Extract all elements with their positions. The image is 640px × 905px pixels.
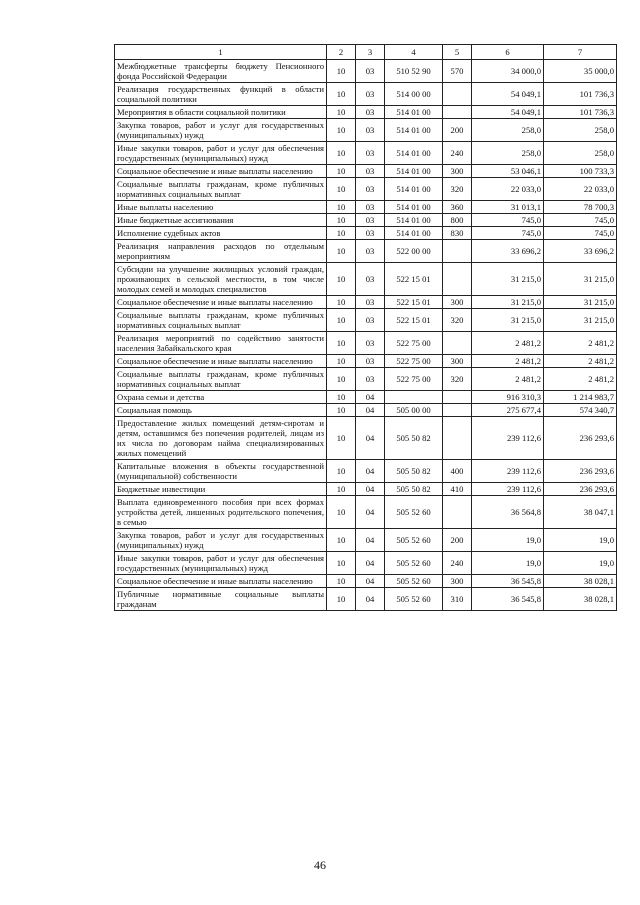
section-code: 10 — [327, 332, 356, 355]
row-name: Реализация мероприятий по содействию занятости населения Забайкальского края — [115, 332, 327, 355]
expense-type-code — [443, 496, 472, 529]
amount-col-7: 35 000,0 — [544, 60, 617, 83]
amount-col-7: 745,0 — [544, 214, 617, 227]
expense-type-code: 400 — [443, 460, 472, 483]
table-row — [115, 60, 617, 83]
expense-type-code — [443, 332, 472, 355]
expense-type-code — [443, 263, 472, 296]
expense-type-code — [443, 106, 472, 119]
target-article-code: 505 52 60 — [385, 529, 443, 552]
amount-col-6: 2 481,2 — [472, 355, 544, 368]
expense-type-code: 240 — [443, 142, 472, 165]
expense-type-code: 300 — [443, 355, 472, 368]
subsection-code: 03 — [356, 178, 385, 201]
target-article-code: 505 52 60 — [385, 575, 443, 588]
subsection-code: 04 — [356, 391, 385, 404]
header-cell: 2 — [327, 45, 356, 60]
row-name: Иные закупки товаров, работ и услуг для обеспечения государственных (муниципальных) нужд — [115, 552, 327, 575]
amount-col-7: 2 481,2 — [544, 368, 617, 391]
section-code: 10 — [327, 404, 356, 417]
table-row — [115, 201, 617, 214]
amount-col-6: 239 112,6 — [472, 460, 544, 483]
target-article-code: 514 01 00 — [385, 142, 443, 165]
amount-col-7: 38 047,1 — [544, 496, 617, 529]
target-article-code: 514 01 00 — [385, 201, 443, 214]
subsection-code: 04 — [356, 404, 385, 417]
subsection-code: 03 — [356, 119, 385, 142]
expense-type-code — [443, 404, 472, 417]
amount-col-6: 54 049,1 — [472, 83, 544, 106]
section-code: 10 — [327, 391, 356, 404]
table-row — [115, 588, 617, 611]
header-cell: 7 — [544, 45, 617, 60]
amount-col-7: 38 028,1 — [544, 575, 617, 588]
row-name: Мероприятия в области социальной политики — [115, 106, 327, 119]
amount-col-6: 275 677,4 — [472, 404, 544, 417]
amount-col-7: 236 293,6 — [544, 417, 617, 460]
target-article-code: 505 52 60 — [385, 496, 443, 529]
amount-col-6: 239 112,6 — [472, 483, 544, 496]
target-article-code: 522 75 00 — [385, 332, 443, 355]
subsection-code: 04 — [356, 588, 385, 611]
table-row — [115, 296, 617, 309]
target-article-code — [385, 391, 443, 404]
subsection-code: 03 — [356, 240, 385, 263]
row-name: Социальное обеспечение и иные выплаты населению — [115, 575, 327, 588]
amount-col-6: 31 215,0 — [472, 263, 544, 296]
section-code: 10 — [327, 309, 356, 332]
section-code: 10 — [327, 417, 356, 460]
table-row — [115, 309, 617, 332]
amount-col-7: 22 033,0 — [544, 178, 617, 201]
row-name: Исполнение судебных актов — [115, 227, 327, 240]
amount-col-7: 258,0 — [544, 142, 617, 165]
amount-col-6: 2 481,2 — [472, 332, 544, 355]
row-name: Капитальные вложения в объекты государственной (муниципальной) собственности — [115, 460, 327, 483]
page-number: 46 — [314, 858, 326, 872]
target-article-code: 514 00 00 — [385, 83, 443, 106]
table-row — [115, 263, 617, 296]
section-code: 10 — [327, 368, 356, 391]
amount-col-6: 19,0 — [472, 552, 544, 575]
subsection-code: 03 — [356, 106, 385, 119]
amount-col-7: 31 215,0 — [544, 309, 617, 332]
row-name: Социальные выплаты гражданам, кроме публичных нормативных социальных выплат — [115, 368, 327, 391]
amount-col-6: 258,0 — [472, 119, 544, 142]
subsection-code: 03 — [356, 60, 385, 83]
table-row — [115, 119, 617, 142]
expense-type-code: 300 — [443, 575, 472, 588]
subsection-code: 03 — [356, 214, 385, 227]
table-row — [115, 496, 617, 529]
amount-col-7: 2 481,2 — [544, 332, 617, 355]
section-code: 10 — [327, 60, 356, 83]
section-code: 10 — [327, 214, 356, 227]
row-name: Социальная помощь — [115, 404, 327, 417]
subsection-code: 03 — [356, 368, 385, 391]
table-row — [115, 404, 617, 417]
amount-col-6: 34 000,0 — [472, 60, 544, 83]
table-row — [115, 214, 617, 227]
target-article-code: 522 75 00 — [385, 368, 443, 391]
amount-col-6: 31 215,0 — [472, 296, 544, 309]
expense-type-code: 830 — [443, 227, 472, 240]
amount-col-7: 236 293,6 — [544, 460, 617, 483]
section-code: 10 — [327, 460, 356, 483]
section-code: 10 — [327, 201, 356, 214]
target-article-code: 514 01 00 — [385, 165, 443, 178]
amount-col-7: 236 293,6 — [544, 483, 617, 496]
amount-col-6: 36 545,8 — [472, 575, 544, 588]
expense-type-code: 320 — [443, 309, 472, 332]
amount-col-6: 239 112,6 — [472, 417, 544, 460]
amount-col-6: 33 696,2 — [472, 240, 544, 263]
section-code: 10 — [327, 296, 356, 309]
table-row — [115, 355, 617, 368]
header-cell: 5 — [443, 45, 472, 60]
subsection-code: 04 — [356, 529, 385, 552]
subsection-code: 03 — [356, 165, 385, 178]
subsection-code: 04 — [356, 417, 385, 460]
row-name: Бюджетные инвестиции — [115, 483, 327, 496]
amount-col-7: 258,0 — [544, 119, 617, 142]
section-code: 10 — [327, 496, 356, 529]
subsection-code: 04 — [356, 483, 385, 496]
amount-col-7: 101 736,3 — [544, 106, 617, 119]
subsection-code: 03 — [356, 201, 385, 214]
row-name: Социальное обеспечение и иные выплаты населению — [115, 355, 327, 368]
amount-col-7: 574 340,7 — [544, 404, 617, 417]
amount-col-6: 19,0 — [472, 529, 544, 552]
amount-col-7: 33 696,2 — [544, 240, 617, 263]
header-cell: 1 — [115, 45, 327, 60]
amount-col-7: 19,0 — [544, 552, 617, 575]
header-cell: 4 — [385, 45, 443, 60]
amount-col-7: 745,0 — [544, 227, 617, 240]
table-row — [115, 368, 617, 391]
amount-col-6: 36 564,8 — [472, 496, 544, 529]
expense-type-code: 200 — [443, 119, 472, 142]
section-code: 10 — [327, 178, 356, 201]
amount-col-7: 2 481,2 — [544, 355, 617, 368]
target-article-code: 514 01 00 — [385, 214, 443, 227]
expense-type-code: 320 — [443, 368, 472, 391]
expense-type-code: 410 — [443, 483, 472, 496]
row-name: Социальные выплаты гражданам, кроме публичных нормативных социальных выплат — [115, 178, 327, 201]
target-article-code: 514 01 00 — [385, 178, 443, 201]
subsection-code: 04 — [356, 575, 385, 588]
row-name: Закупка товаров, работ и услуг для государственных (муниципальных) нужд — [115, 529, 327, 552]
section-code: 10 — [327, 529, 356, 552]
subsection-code: 03 — [356, 83, 385, 106]
table-row — [115, 552, 617, 575]
section-code: 10 — [327, 552, 356, 575]
table-row — [115, 483, 617, 496]
amount-col-6: 916 310,3 — [472, 391, 544, 404]
amount-col-7: 31 215,0 — [544, 263, 617, 296]
table-row — [115, 460, 617, 483]
row-name: Охрана семьи и детства — [115, 391, 327, 404]
row-name: Иные бюджетные ассигнования — [115, 214, 327, 227]
subsection-code: 03 — [356, 296, 385, 309]
row-name: Публичные нормативные социальные выплаты гражданам — [115, 588, 327, 611]
amount-col-6: 258,0 — [472, 142, 544, 165]
expense-type-code — [443, 83, 472, 106]
target-article-code: 522 15 01 — [385, 263, 443, 296]
subsection-code: 04 — [356, 552, 385, 575]
table-row — [115, 165, 617, 178]
row-name: Социальные выплаты гражданам, кроме публичных нормативных социальных выплат — [115, 309, 327, 332]
row-name: Выплата единовременного пособия при всех формах устройства детей, лишенных родительского попечения, в семью — [115, 496, 327, 529]
expense-type-code: 800 — [443, 214, 472, 227]
amount-col-6: 36 545,8 — [472, 588, 544, 611]
section-code: 10 — [327, 142, 356, 165]
section-code: 10 — [327, 355, 356, 368]
section-code: 10 — [327, 483, 356, 496]
subsection-code: 03 — [356, 142, 385, 165]
budget-table — [114, 44, 617, 611]
row-name: Реализация государственных функций в области социальной политики — [115, 83, 327, 106]
expense-type-code: 200 — [443, 529, 472, 552]
subsection-code: 03 — [356, 263, 385, 296]
section-code: 10 — [327, 575, 356, 588]
target-article-code: 514 01 00 — [385, 106, 443, 119]
amount-col-6: 53 046,1 — [472, 165, 544, 178]
amount-col-7: 31 215,0 — [544, 296, 617, 309]
table-row — [115, 83, 617, 106]
expense-type-code: 570 — [443, 60, 472, 83]
subsection-code: 03 — [356, 332, 385, 355]
table-row — [115, 227, 617, 240]
section-code: 10 — [327, 83, 356, 106]
expense-type-code: 300 — [443, 165, 472, 178]
target-article-code: 522 75 00 — [385, 355, 443, 368]
amount-col-7: 100 733,3 — [544, 165, 617, 178]
target-article-code: 505 50 82 — [385, 483, 443, 496]
expense-type-code: 300 — [443, 296, 472, 309]
row-name: Предоставление жилых помещений детям-сиротам и детям, оставшимся без попечения родителей, лицам из их числа по договорам найма специализированных жилых помещений — [115, 417, 327, 460]
expense-type-code — [443, 417, 472, 460]
subsection-code: 03 — [356, 227, 385, 240]
row-name: Иные закупки товаров, работ и услуг для обеспечения государственных (муниципальных) нужд — [115, 142, 327, 165]
target-article-code: 514 01 00 — [385, 227, 443, 240]
table-row — [115, 575, 617, 588]
table-row — [115, 240, 617, 263]
expense-type-code — [443, 240, 472, 263]
expense-type-code: 360 — [443, 201, 472, 214]
table-row — [115, 142, 617, 165]
header-cell: 3 — [356, 45, 385, 60]
target-article-code: 522 00 00 — [385, 240, 443, 263]
section-code: 10 — [327, 588, 356, 611]
target-article-code: 514 01 00 — [385, 119, 443, 142]
target-article-code: 505 50 82 — [385, 417, 443, 460]
subsection-code: 04 — [356, 460, 385, 483]
target-article-code: 522 15 01 — [385, 309, 443, 332]
amount-col-6: 22 033,0 — [472, 178, 544, 201]
header-cell: 6 — [472, 45, 544, 60]
amount-col-6: 745,0 — [472, 214, 544, 227]
table-body — [115, 45, 617, 611]
subsection-code: 03 — [356, 309, 385, 332]
amount-col-7: 38 028,1 — [544, 588, 617, 611]
expense-type-code: 240 — [443, 552, 472, 575]
row-name: Социальное обеспечение и иные выплаты населению — [115, 296, 327, 309]
target-article-code: 505 00 00 — [385, 404, 443, 417]
table-row — [115, 332, 617, 355]
row-name: Социальное обеспечение и иные выплаты населению — [115, 165, 327, 178]
table-row — [115, 529, 617, 552]
expense-type-code: 320 — [443, 178, 472, 201]
amount-col-6: 31 215,0 — [472, 309, 544, 332]
row-name: Межбюджетные трансферты бюджету Пенсионного фонда Российской Федерации — [115, 60, 327, 83]
target-article-code: 522 15 01 — [385, 296, 443, 309]
table-header-row — [115, 45, 617, 60]
amount-col-6: 54 049,1 — [472, 106, 544, 119]
table-row — [115, 178, 617, 201]
amount-col-7: 1 214 983,7 — [544, 391, 617, 404]
table-row — [115, 417, 617, 460]
target-article-code: 505 50 82 — [385, 460, 443, 483]
section-code: 10 — [327, 240, 356, 263]
target-article-code: 505 52 60 — [385, 552, 443, 575]
amount-col-6: 2 481,2 — [472, 368, 544, 391]
amount-col-6: 31 013,1 — [472, 201, 544, 214]
subsection-code: 04 — [356, 496, 385, 529]
target-article-code: 505 52 60 — [385, 588, 443, 611]
section-code: 10 — [327, 165, 356, 178]
row-name: Реализация направления расходов по отдельным мероприятиям — [115, 240, 327, 263]
section-code: 10 — [327, 106, 356, 119]
section-code: 10 — [327, 263, 356, 296]
row-name: Субсидии на улучшение жилищных условий граждан, проживающих в сельской местности, в том числе молодых семей и молодых специалистов — [115, 263, 327, 296]
amount-col-7: 101 736,3 — [544, 83, 617, 106]
subsection-code: 03 — [356, 355, 385, 368]
table-row — [115, 106, 617, 119]
expense-type-code: 310 — [443, 588, 472, 611]
amount-col-7: 19,0 — [544, 529, 617, 552]
section-code: 10 — [327, 119, 356, 142]
table-row — [115, 391, 617, 404]
row-name: Закупка товаров, работ и услуг для государственных (муниципальных) нужд — [115, 119, 327, 142]
amount-col-6: 745,0 — [472, 227, 544, 240]
amount-col-7: 78 700,3 — [544, 201, 617, 214]
row-name: Иные выплаты населению — [115, 201, 327, 214]
section-code: 10 — [327, 227, 356, 240]
expense-type-code — [443, 391, 472, 404]
target-article-code: 510 52 90 — [385, 60, 443, 83]
